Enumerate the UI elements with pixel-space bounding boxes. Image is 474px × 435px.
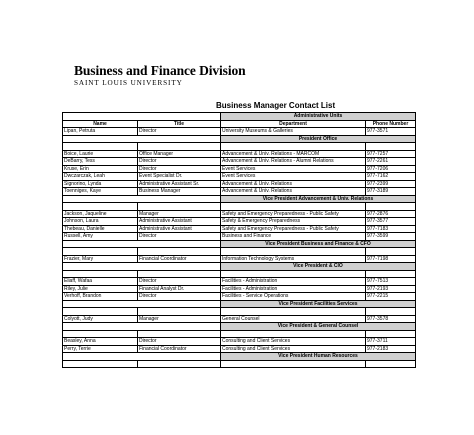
- section-label: Vice President & CIO: [221, 263, 416, 271]
- empty-row: [63, 330, 416, 338]
- name-cell: Boice, Laurie: [63, 150, 138, 158]
- name-cell: Kruse, Erin: [63, 165, 138, 173]
- empty-row: [63, 308, 416, 316]
- section-label: President Office: [221, 135, 416, 143]
- table-row: [63, 180, 416, 188]
- department-cell: Consulting and Client Services: [221, 338, 366, 346]
- phone-cell: 977-3711: [366, 338, 416, 346]
- phone-cell: 977-3571: [366, 128, 416, 136]
- section-label: Administrative Units: [221, 113, 416, 121]
- section-label: Vice President Human Resources: [221, 353, 416, 361]
- section-row: [63, 240, 416, 248]
- phone-cell: 977-7183: [366, 225, 416, 233]
- title-cell: Director: [138, 293, 221, 301]
- department-cell: University Museums & Galleries: [221, 128, 366, 136]
- name-cell: Beasley, Anna: [63, 338, 138, 346]
- name-cell: Russell, Amy: [63, 233, 138, 241]
- table-row: [63, 128, 416, 136]
- title-cell: Manager: [138, 315, 221, 323]
- department-cell: Advancement & Univ. Relations: [221, 180, 366, 188]
- table-row: [63, 338, 416, 346]
- table-row: [63, 188, 416, 196]
- section-label: Vice President Facilities Services: [221, 300, 416, 308]
- name-cell: Thebeau, Danielle: [63, 225, 138, 233]
- name-cell: Eliaff, Wafaa: [63, 278, 138, 286]
- section-row: [63, 135, 416, 143]
- department-cell: Information Technology Systems: [221, 255, 366, 263]
- title-cell: Financial Coordinator: [138, 255, 221, 263]
- phone-cell: 977-2261: [366, 158, 416, 166]
- section-label: Vice President Business and Finance & CFO: [221, 240, 416, 248]
- table-row: [63, 225, 416, 233]
- table-row: [63, 255, 416, 263]
- title-cell: Director: [138, 158, 221, 166]
- column-header-name: Name: [63, 120, 138, 128]
- table-row: [63, 165, 416, 173]
- university-name: SAINT LOUIS UNIVERSITY: [74, 79, 183, 87]
- department-cell: Facilities - Administration: [221, 278, 366, 286]
- section-row: [63, 195, 416, 203]
- name-cell: DeBarry, Tess: [63, 158, 138, 166]
- empty-row: [63, 360, 416, 368]
- phone-cell: 977-2183: [366, 345, 416, 353]
- name-cell: Dwczarczak, Leah: [63, 173, 138, 181]
- table-row: [63, 278, 416, 286]
- phone-cell: 977-7198: [366, 255, 416, 263]
- department-cell: Safety and Emergency Preparedness - Public Safety: [221, 210, 366, 218]
- section-row: [63, 263, 416, 271]
- department-cell: Facilities - Service Operations: [221, 293, 366, 301]
- phone-cell: 977-3599: [366, 233, 416, 241]
- table-row: [63, 218, 416, 226]
- title-cell: Financial Analyst Dr.: [138, 285, 221, 293]
- column-header-phone: Phone Number: [366, 120, 416, 128]
- table-row: [63, 173, 416, 181]
- title-cell: Director: [138, 165, 221, 173]
- title-cell: Administrative Assistant: [138, 218, 221, 226]
- name-cell: Perry, Terrie: [63, 345, 138, 353]
- column-header-row: [63, 120, 416, 128]
- department-cell: Event Services: [221, 173, 366, 181]
- section-row: [63, 323, 416, 331]
- name-cell: Toenniges, Kaye: [63, 188, 138, 196]
- table-row: [63, 285, 416, 293]
- empty-row: [63, 203, 416, 211]
- phone-cell: 977-3577: [366, 218, 416, 226]
- phone-cell: 977-2876: [366, 210, 416, 218]
- empty-row: [63, 248, 416, 256]
- table-row: [63, 150, 416, 158]
- department-cell: Safety and Emergency Preparedness - Public Safety: [221, 225, 366, 233]
- department-cell: General Counsel: [221, 315, 366, 323]
- title-cell: Administrative Assistant: [138, 225, 221, 233]
- contact-table: [62, 112, 416, 368]
- phone-cell: 977-7206: [366, 165, 416, 173]
- table-row: [63, 233, 416, 241]
- title-cell: Event Specialist Dr.: [138, 173, 221, 181]
- table-row: [63, 345, 416, 353]
- department-cell: Business and Finance: [221, 233, 366, 241]
- title-cell: Administrative Assistant Sr.: [138, 180, 221, 188]
- name-cell: Frazier, Mary: [63, 255, 138, 263]
- name-cell: Lipan, Petruta: [63, 128, 138, 136]
- phone-cell: 977-2193: [366, 285, 416, 293]
- column-header-department: Department: [221, 120, 366, 128]
- phone-cell: 977-3578: [366, 315, 416, 323]
- department-cell: Advancement & Univ. Relations: [221, 188, 366, 196]
- column-header-title: Title: [138, 120, 221, 128]
- division-header: [74, 64, 246, 87]
- title-cell: Business Manager: [138, 188, 221, 196]
- phone-cell: 977-3189: [366, 188, 416, 196]
- phone-cell: 977-2215: [366, 293, 416, 301]
- empty-row: [63, 270, 416, 278]
- section-row: [63, 113, 416, 121]
- phone-cell: 977-2399: [366, 180, 416, 188]
- section-label: Vice President & General Counsel: [221, 323, 416, 331]
- phone-cell: 977-7257: [366, 150, 416, 158]
- section-row: [63, 353, 416, 361]
- title-cell: Office Manager: [138, 150, 221, 158]
- table-row: [63, 158, 416, 166]
- empty-row: [63, 143, 416, 151]
- department-cell: Advancement & Univ. Relations - Alumni Relations: [221, 158, 366, 166]
- phone-cell: 977-7162: [366, 173, 416, 181]
- table-row: [63, 315, 416, 323]
- name-cell: Jackson, Jaqueline: [63, 210, 138, 218]
- title-cell: Director: [138, 128, 221, 136]
- department-cell: Safety & Emergency Preparedness: [221, 218, 366, 226]
- phone-cell: 977-7513: [366, 278, 416, 286]
- table-row: [63, 293, 416, 301]
- title-cell: Director: [138, 233, 221, 241]
- department-cell: Consulting and Client Services: [221, 345, 366, 353]
- title-cell: Manager: [138, 210, 221, 218]
- table-row: [63, 210, 416, 218]
- document-title: Business Manager Contact List: [216, 101, 336, 110]
- department-cell: Facilities - Administration: [221, 285, 366, 293]
- title-cell: Director: [138, 278, 221, 286]
- name-cell: Riley, Julie: [63, 285, 138, 293]
- name-cell: Verhoff, Brandon: [63, 293, 138, 301]
- department-cell: Event Services: [221, 165, 366, 173]
- title-cell: Director: [138, 338, 221, 346]
- division-title: Business and Finance Division: [74, 63, 246, 78]
- department-cell: Advancement & Univ. Relations - MARCOM: [221, 150, 366, 158]
- section-row: [63, 300, 416, 308]
- name-cell: Colyott, Judy: [63, 315, 138, 323]
- name-cell: Johnson, Laura: [63, 218, 138, 226]
- name-cell: Signorino, Lynda: [63, 180, 138, 188]
- title-cell: Financial Coordinator: [138, 345, 221, 353]
- section-label: Vice President Advancement & Univ. Relations: [221, 195, 416, 203]
